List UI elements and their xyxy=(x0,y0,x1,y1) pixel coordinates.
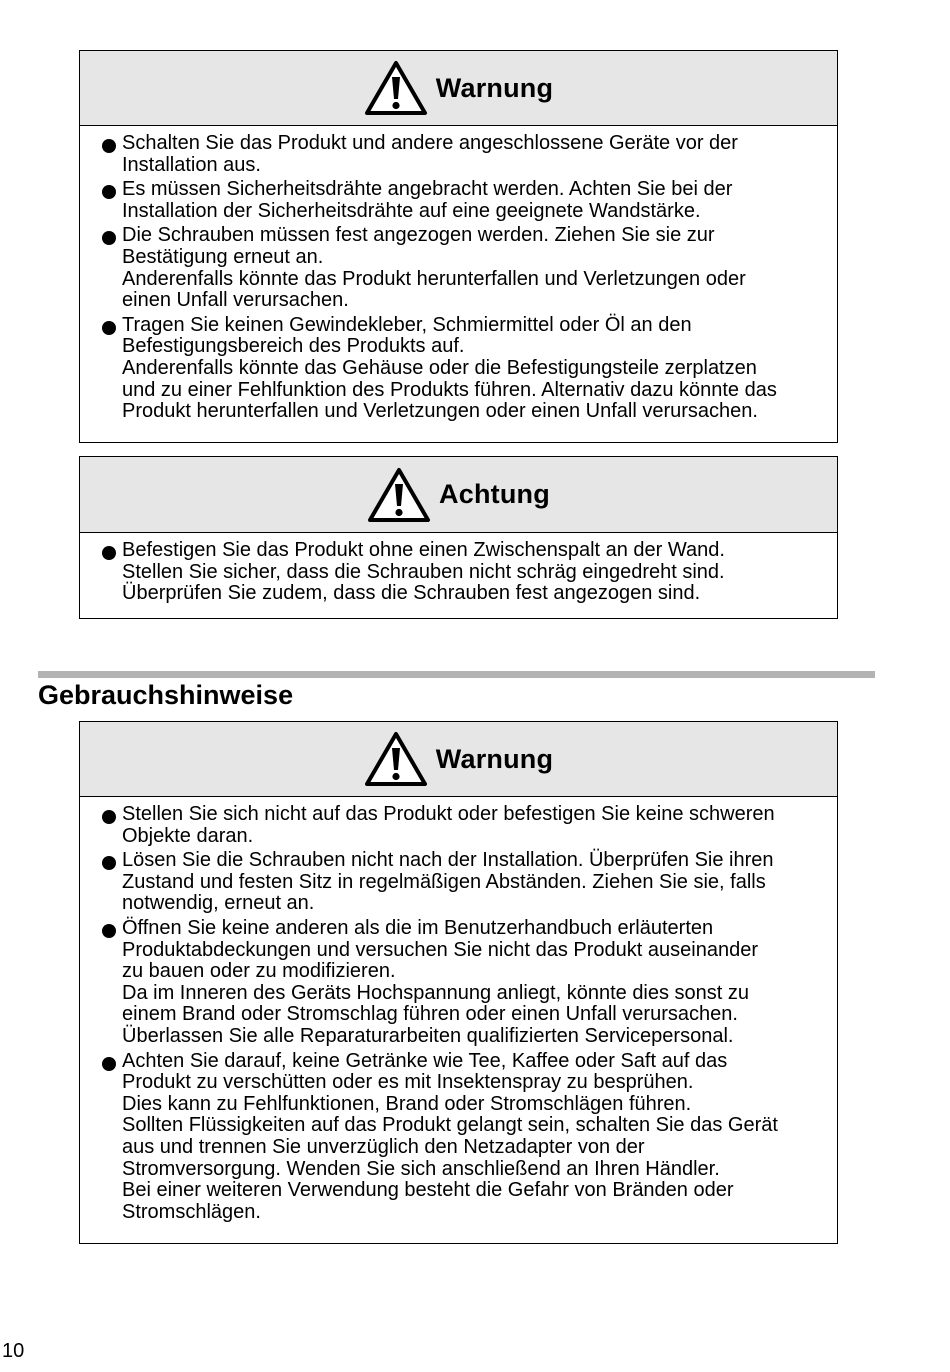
list-item-line: Installation aus. xyxy=(122,153,261,176)
list-item-line: Stellen Sie sicher, dass die Schrauben nicht schräg eingedreht sind. xyxy=(122,560,725,583)
warning-box-installation xyxy=(79,50,838,443)
caution-list xyxy=(80,533,837,618)
list-item-line: Befestigungsbereich des Produkts auf. xyxy=(122,335,465,358)
page-number: 10 xyxy=(2,1340,25,1362)
list-item-line: aus und trennen Sie unverzüglich den Netzadapter von der xyxy=(122,1135,645,1158)
list-item-line: und zu einer Fehlfunktion des Produkts führen. Alternativ dazu könnte das xyxy=(122,378,777,401)
list-item-line: Produkt zu verschütten oder es mit Insektenspray zu besprühen. xyxy=(122,1071,694,1094)
list-item-line: Befestigen Sie das Produkt ohne einen Zwischenspalt an der Wand. xyxy=(122,539,725,561)
list-item-line: Achten Sie darauf, keine Getränke wie Tee, Kaffee oder Saft auf das xyxy=(122,1049,728,1072)
section-divider xyxy=(38,671,875,678)
list-item xyxy=(102,540,827,605)
list-item-line: Stromschlägen. xyxy=(122,1200,261,1223)
warning-triangle-icon xyxy=(364,731,428,787)
list-item-line: Bestätigung erneut an. xyxy=(122,245,324,268)
list-item-line: Installation der Sicherheitsdrähte auf eine geeignete Wandstärke. xyxy=(122,199,701,222)
list-item-line: Anderenfalls könnte das Produkt herunterfallen und Verletzungen oder xyxy=(122,267,746,290)
list-item-line: einem Brand oder Stromschlag führen oder einen Unfall verursachen. xyxy=(122,1003,738,1026)
list-item-line: Überlassen Sie alle Reparaturarbeiten qualifizierten Servicepersonal. xyxy=(122,1024,734,1047)
list-item-line: zu bauen oder zu modifizieren. xyxy=(122,960,396,983)
list-item xyxy=(102,1051,827,1224)
list-item-line: Stellen Sie sich nicht auf das Produkt oder befestigen Sie keine schweren xyxy=(122,803,775,825)
warning-box-header xyxy=(80,722,837,797)
warning-triangle-icon xyxy=(364,60,428,116)
warning-list xyxy=(80,797,837,1236)
list-item-line: Die Schrauben müssen fest angezogen werden. Ziehen Sie sie zur xyxy=(122,224,715,247)
list-item-line: einen Unfall verursachen. xyxy=(122,289,349,312)
list-item-line: Schalten Sie das Produkt und andere angeschlossene Geräte vor der xyxy=(122,132,738,154)
list-item-line: Produktabdeckungen und versuchen Sie nicht das Produkt auseinander xyxy=(122,938,758,961)
caution-box-installation xyxy=(79,456,838,619)
list-item-line: Zustand und festen Sitz in regelmäßigen Abständen. Ziehen Sie sie, falls xyxy=(122,870,766,893)
list-item-line: Bei einer weiteren Verwendung besteht die Gefahr von Bränden oder xyxy=(122,1179,734,1202)
list-item xyxy=(102,225,827,311)
list-item xyxy=(102,850,827,915)
list-item-line: Lösen Sie die Schrauben nicht nach der Installation. Überprüfen Sie ihren xyxy=(122,849,774,872)
list-item-line: Da im Inneren des Geräts Hochspannung anliegt, könnte dies sonst zu xyxy=(122,981,750,1004)
list-item-line: Öffnen Sie keine anderen als die im Benutzerhandbuch erläuterten xyxy=(122,916,714,939)
warning-box-header xyxy=(80,51,837,126)
list-item-line: Objekte daran. xyxy=(122,824,254,847)
list-item xyxy=(102,804,827,847)
list-item-line: notwendig, erneut an. xyxy=(122,892,315,915)
list-item xyxy=(102,918,827,1048)
warning-box-usage xyxy=(79,721,838,1244)
list-item-line: Sollten Flüssigkeiten auf das Produkt gelangt sein, schalten Sie das Gerät xyxy=(122,1114,778,1137)
list-item-line: Dies kann zu Fehlfunktionen, Brand oder Stromschlägen führen. xyxy=(122,1092,692,1115)
warning-box-title: Warnung xyxy=(435,72,554,103)
warning-box-title: Warnung xyxy=(435,743,554,774)
list-item-line: Es müssen Sicherheitsdrähte angebracht werden. Achten Sie bei der xyxy=(122,178,733,201)
list-item xyxy=(102,133,827,176)
list-item-line: Produkt herunterfallen und Verletzungen oder einen Unfall verursachen. xyxy=(122,400,758,423)
warning-list xyxy=(80,126,837,436)
caution-box-title: Achtung xyxy=(439,479,550,509)
warning-triangle-icon xyxy=(367,467,431,523)
list-item xyxy=(102,179,827,222)
caution-box-header xyxy=(80,457,837,533)
list-item-line: Anderenfalls könnte das Gehäuse oder die Befestigungsteile zerplatzen xyxy=(122,356,757,379)
section-title: Gebrauchshinweise xyxy=(38,680,294,710)
list-item-line: Überprüfen Sie zudem, dass die Schrauben fest angezogen sind. xyxy=(122,582,701,605)
list-item xyxy=(102,315,827,423)
list-item-line: Stromversorgung. Wenden Sie sich anschließend an Ihren Händler. xyxy=(122,1157,720,1180)
list-item-line: Tragen Sie keinen Gewindekleber, Schmiermittel oder Öl an den xyxy=(122,313,692,336)
